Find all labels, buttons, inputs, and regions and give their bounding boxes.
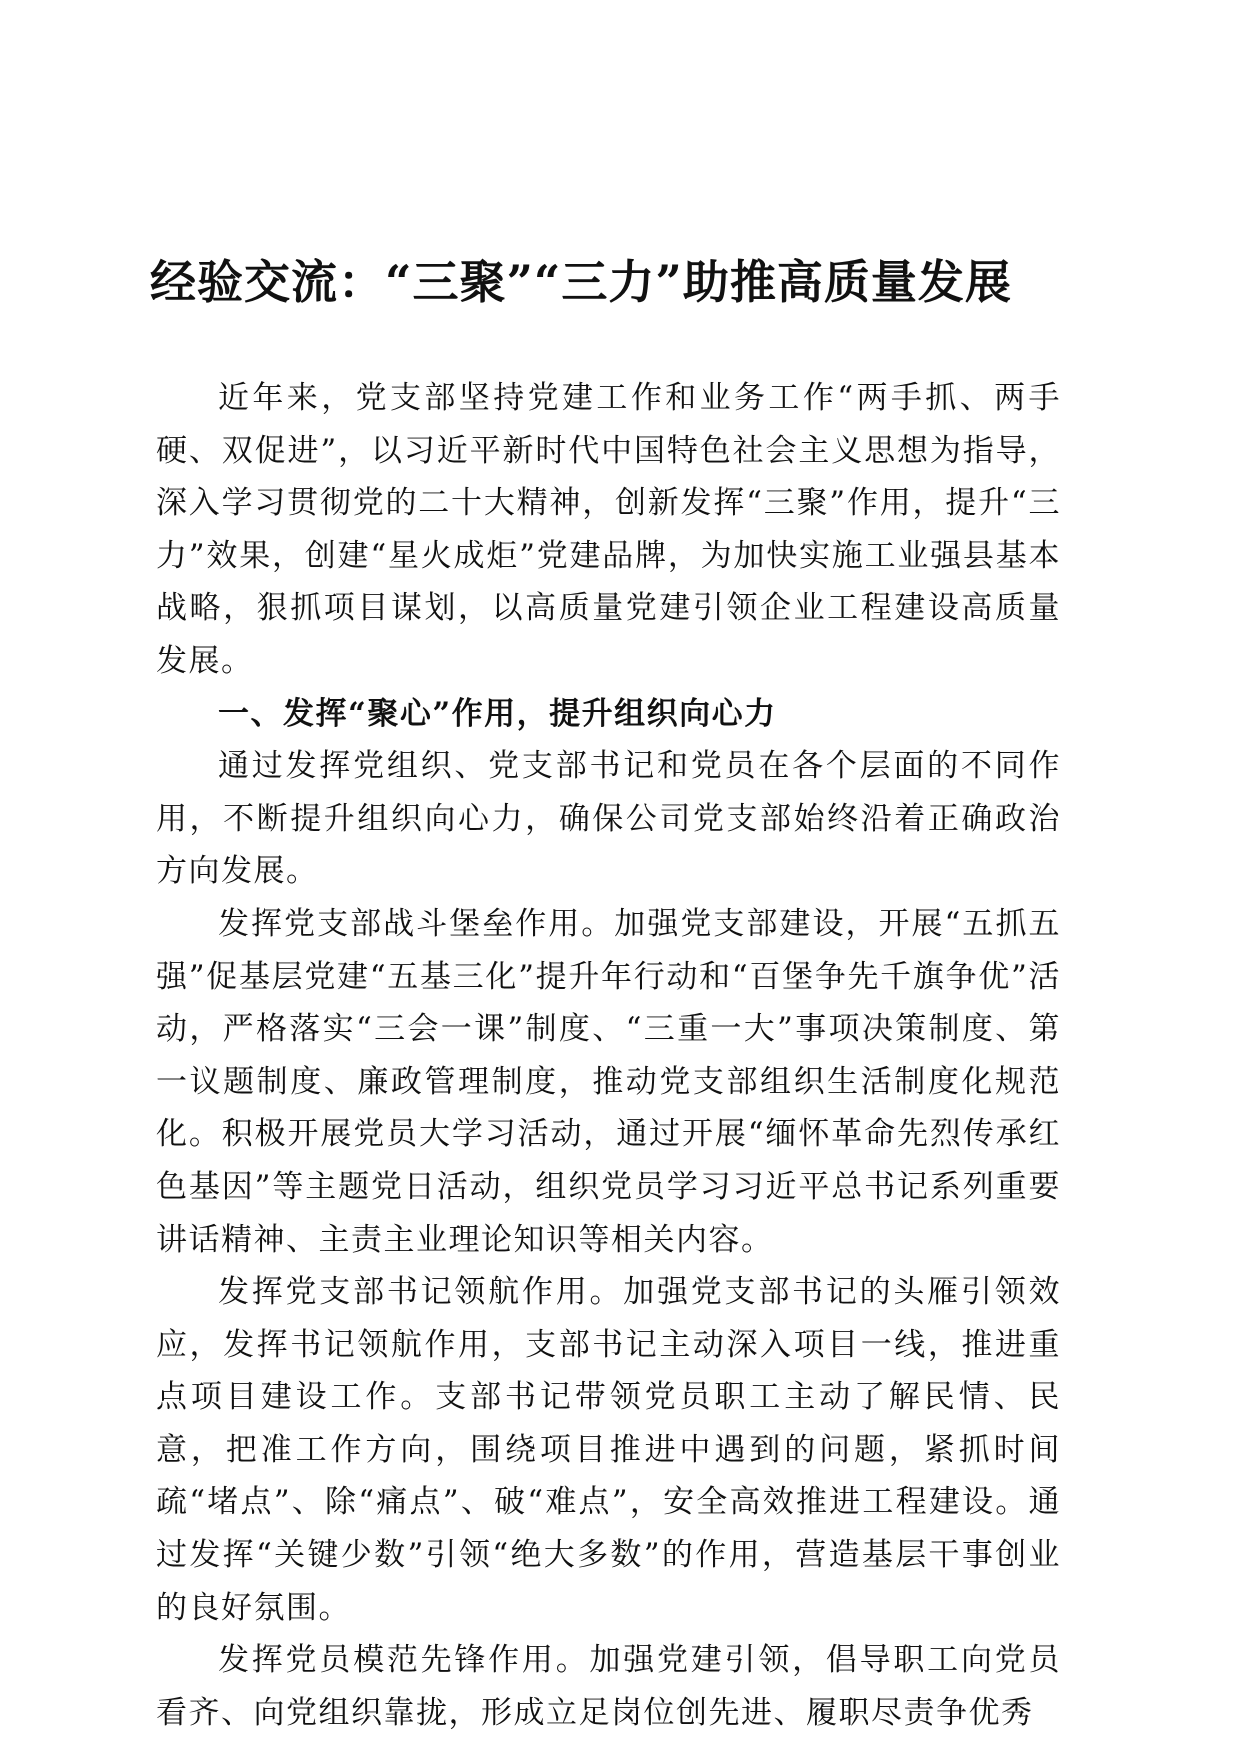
body-paragraph: 发挥党员模范先锋作用。加强党建引领，倡导职工向党员看齐、向党组织靠拢，形成立足岗位创先进、履职尽责争优秀 — [156, 1642, 1061, 1731]
body-paragraph: 发挥党支部书记领航作用。加强党支部书记的头雁引领效应，发挥书记领航作用，支部书记主动深入项目一线，推进重点项目建设工作。支部书记带领党员职工主动了解民情、民意，把准工作方向，围绕项目推进中遇到的问题，紧抓时间疏“堵点”、除“痛点”、破“难点”，安全高效推进工程建设。通过发挥“关键少数”引领“绝大多数”的作用，营造基层干事创业的良好氛围。 — [156, 1274, 1061, 1626]
intro-paragraph: 近年来，党支部坚持党建工作和业务工作“两手抓、两手硬、双促进”，以习近平新时代中国特色社会主义思想为指导，深入学习贯彻党的二十大精神，创新发挥“三聚”作用，提升“三力”效果，创建“星火成炬”党建品牌，为加快实施工业强县基本战略，狠抓项目谋划，以高质量党建引领企业工程建设高质量发展。 — [156, 380, 1061, 679]
document-body — [156, 372, 1061, 1739]
body-paragraph: 通过发挥党组织、党支部书记和党员在各个层面的不同作用，不断提升组织向心力，确保公司党支部始终沿着正确政治方向发展。 — [156, 748, 1061, 890]
body-paragraph: 发挥党支部战斗堡垒作用。加强党支部建设，开展“五抓五强”促基层党建“五基三化”提升年行动和“百堡争先千旗争优”活动，严格落实“三会一课”制度、“三重一大”事项决策制度、第一议题制度、廉政管理制度，推动党支部组织生活制度化规范化。积极开展党员大学习活动，通过开展“缅怀革命先烈传承红色基因”等主题党日活动，组织党员学习习近平总书记系列重要讲话精神、主责主业理论知识等相关内容。 — [156, 905, 1061, 1258]
section-heading: 一、发挥“聚心”作用，提升组织向心力 — [218, 695, 777, 732]
document-title: 经验交流：“三聚”“三力”助推高质量发展 — [150, 255, 1012, 309]
